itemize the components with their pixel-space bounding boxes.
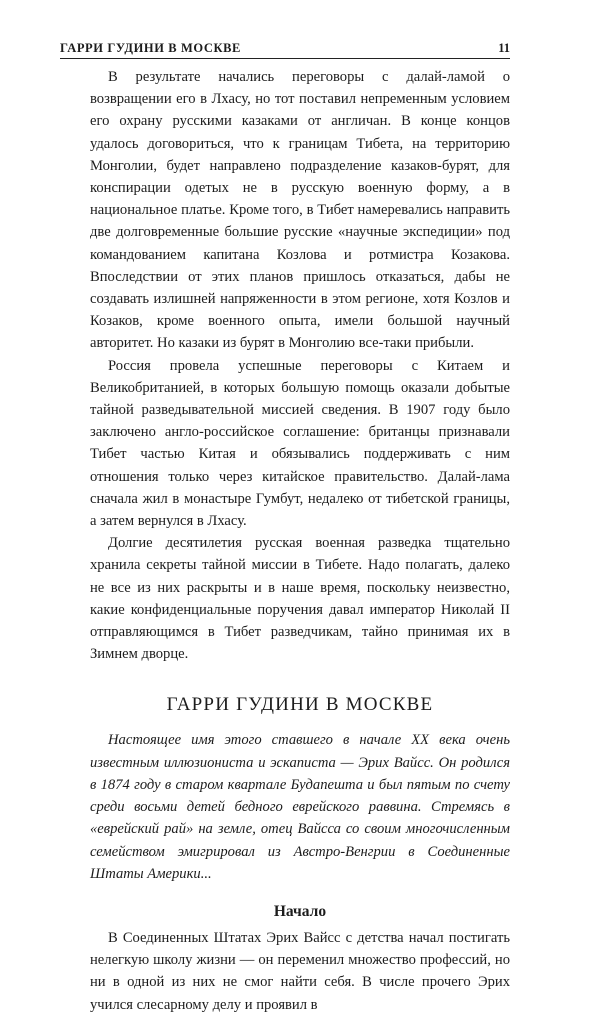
body-paragraph: В Соединенных Штатах Эрих Вайсс с детства начал постигать нелегкую школу жизни — он переменил множество профессий, но ни в одной из них не смог найти себя. В числе прочего Эрих учился слесарному делу и проявил в [90,929,510,1013]
section-epigraph: Настоящее имя этого ставшего в начале XX века очень известным иллюзиониста и эскаписта — Эрих Вайсс. Он родился в 1874 году в старом квартале Будапешта и был пятым по счету среди восьми детей бедного еврейского раввина. Стремясь в «еврейский рай» на земле, отец Вайсса со своим многочисленным семейством эмигрировал из Австро-Венгрии в Соединенные Штаты Америки... [90,732,510,882]
section-title: ГАРРИ ГУДИНИ В МОСКВЕ [166,694,434,716]
body-paragraph: Долгие десятилетия русская военная разведка тщательно хранила секреты тайной миссии в Тибете. Надо полагать, далеко не все из них раскрыты и в наше время, поскольку неизвестно, какие конфиденциальные поручения давал император Николай II отправляющимся в Тибет разведчикам, тайно принимая их в Зимнем дворце. [90,535,510,663]
subsection-title: Начало [273,902,327,920]
body-paragraph: В результате начались переговоры с далай-ламой о возвращении его в Лхасу, но тот поставил непременным условием его охрану русскими казаками от англичан. В конце концов удалось договориться, что к границам Тибета, на территорию Монголии, будет направлено подразделение казаков-бурят, для конспирации одетых не в русскую военную форму, а в национальное платье. Кроме того, в Тибет намеревались направить две долговременные большие русские «научные экспедиции» под командованием капитана Козлова и ротмистра Козакова. Впоследствии от этих планов пришлось отказаться, дабы не создавать излишней напряженности в этом регионе, хотя Козлов и Козаков, кроме военного опыта, имели большой научный авторитет. Но казаки из бурят в Монголию все-таки прибыли. [90,69,510,352]
running-title: ГАРРИ ГУДИНИ В МОСКВЕ [60,41,241,55]
page-number: 11 [498,41,510,55]
page-content [90,66,510,1016]
running-header [60,38,510,59]
body-paragraph: Россия провела успешные переговоры с Китаем и Великобританией, в которых большую помощь оказали добытые тайной разведывательной миссией сведения. В 1907 году было заключено англо-российское соглашение: британцы признавали Тибет частью Китая и обязывались поддерживать с ним отношения только через китайское правительство. Далай-лама сначала жил в монастыре Гумбут, недалеко от тибетской границы, а затем вернулся в Лхасу. [90,357,510,530]
